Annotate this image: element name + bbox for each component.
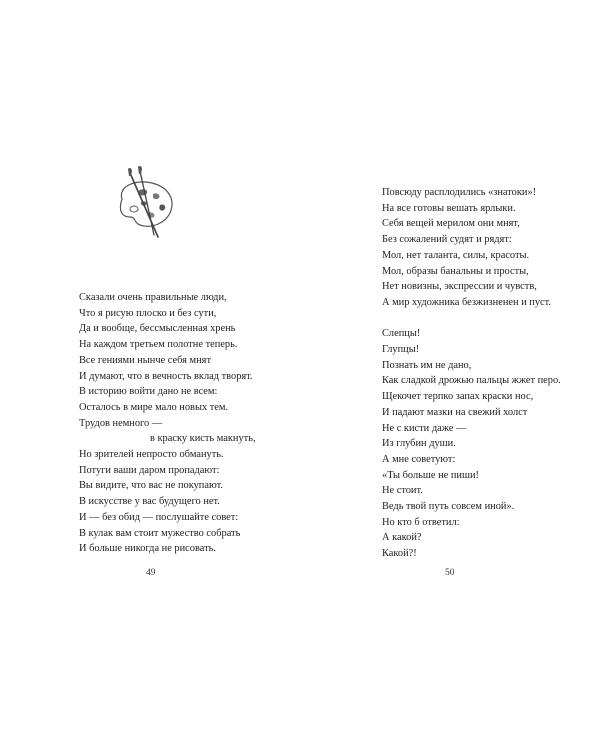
poem-line: Не с кисти даже — <box>382 422 467 434</box>
poem-line: Как сладкой дрожью пальцы жжет перо. <box>382 375 561 387</box>
poem-line: Что я рисую плоско и без сути, <box>79 307 217 319</box>
poem-line: А мир художника безжизненен и пуст. <box>382 296 552 308</box>
page-number-left: 49 <box>146 568 156 578</box>
poem-line: Из глубин души. <box>382 438 456 450</box>
poem-line: Осталось в мире мало новых тем. <box>79 401 229 413</box>
poem-line: Без сожалений судят и рядят: <box>382 234 512 246</box>
poem-line: Потуги ваши даром пропадают: <box>79 464 220 476</box>
poem-left <box>79 290 256 557</box>
poem-line: Сказали очень правильные люди, <box>79 292 227 303</box>
poem-line: Познать им не дано, <box>382 359 472 371</box>
poem-line: Вы видите, что вас не покупают. <box>79 480 223 492</box>
poem-line: Но кто б ответил: <box>382 516 460 528</box>
poem-line: А какой? <box>382 532 422 544</box>
poem-line: На каждом третьем полотне теперь. <box>79 339 238 351</box>
poem-line: В искусстве у вас будущего нет. <box>79 496 220 508</box>
poem-line: Ведь твой путь совсем иной». <box>382 501 515 513</box>
poem-line: Мол, нет таланта, силы, красоты. <box>382 249 530 261</box>
poem-line: Повсюду расплодились «знатоки»! <box>382 187 537 198</box>
poem-line: Не стоит. <box>382 485 423 497</box>
stanza-gap <box>382 311 561 327</box>
poem-line: «Ты больше не пиши! <box>382 469 479 481</box>
poem-line: В кулак вам стоит мужество собрать <box>79 527 241 539</box>
poem-line: И думают, что в вечность вклад творят. <box>79 370 253 382</box>
poem-line: Слепцы! <box>382 328 421 340</box>
poem-line: И падают мазки на свежий холст <box>382 406 528 418</box>
poem-line: Но зрителей непросто обмануть. <box>79 449 224 461</box>
poem-line: И — без обид — послушайте совет: <box>79 511 239 523</box>
poem-line: Мол, образы банальны и просты, <box>382 265 529 277</box>
poem-line: Нет новизны, экспрессии и чувств, <box>382 281 537 293</box>
poem-line: Глупцы! <box>382 344 420 356</box>
poem-line: А мне советуют: <box>382 453 456 465</box>
poem-line: Трудов немного — <box>79 417 163 429</box>
page-number-right: 50 <box>445 568 455 578</box>
poem-line: В историю войти дано не всем: <box>79 386 218 398</box>
poem-line: Щекочет терпко запах краски нос, <box>382 391 534 403</box>
palette-with-brushes-icon <box>108 165 180 240</box>
poem-right <box>382 185 561 562</box>
poem-line: Себя вещей мерилом они мнят, <box>382 218 520 230</box>
poem-line: в краску кисть макнуть, <box>150 433 256 445</box>
poem-line: На все готовы вешать ярлыки. <box>382 202 516 214</box>
poem-line: Все гениями нынче себя мнят <box>79 354 211 366</box>
poem-line: И больше никогда не рисовать. <box>79 543 216 555</box>
poem-line: Да и вообще, бессмысленная хрень <box>79 323 236 335</box>
poem-line: Какой?! <box>382 548 417 560</box>
